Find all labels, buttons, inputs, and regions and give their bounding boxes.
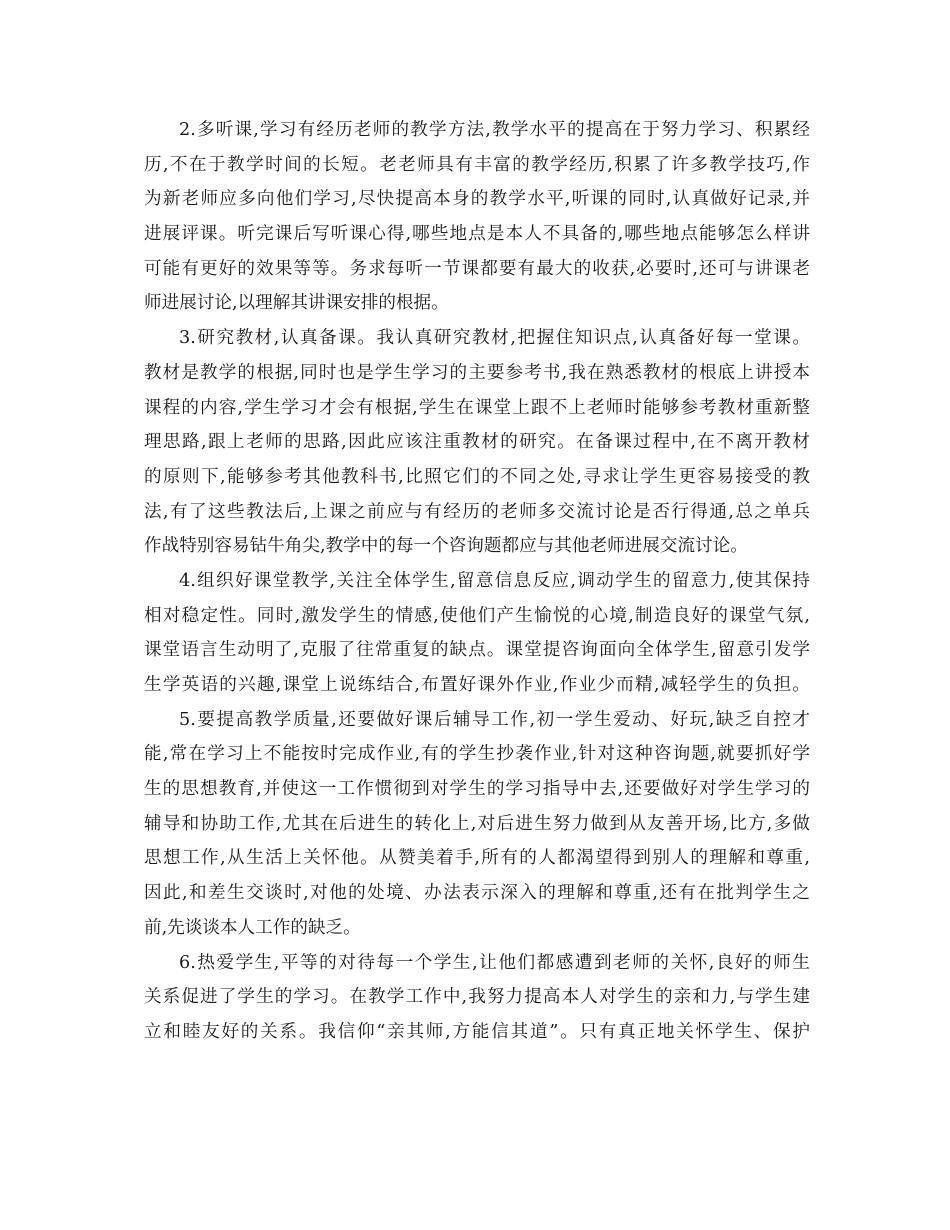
text-line: 生学英语的兴趣,课堂上说练结合,布置好课外作业,作业少而精,减轻学生的负担。 [144, 675, 810, 695]
text-line: 历,不在于教学时间的长短。老老师具有丰富的教学经历,积累了许多教学技巧,作 [144, 154, 810, 175]
paragraph [144, 564, 810, 703]
text-line: 2.多听课,学习有经历老师的教学方法,教学水平的提高在于努力学习、积累经 [179, 120, 810, 140]
text-line: 4.组织好课堂教学,关注全体学生,留意信息反应,调动学生的留意力,使其保持 [179, 570, 810, 591]
text-line: 课程的内容,学生学习才会有根据,学生在课堂上跟不上老师时能够参考教材重新整 [144, 397, 810, 418]
text-line: 作战特别容易钻牛角尖,教学中的每一个咨询题都应与其他老师进展交流讨论。 [144, 536, 748, 557]
text-line: 5.要提高教学质量,还要做好课后辅导工作,初一学生爱动、好玩,缺乏自控才 [179, 709, 810, 730]
text-line: 因此,和差生交谈时,对他的处境、办法表示深入的理解和尊重,还有在批判学生之 [144, 883, 810, 904]
paragraph [144, 703, 810, 946]
text-line: 进展评课。听完课后写听课心得,哪些地点是本人不具备的,哪些地点能够怎么样讲 [144, 224, 810, 245]
text-line: 为新老师应多向他们学习,尽快提高本身的教学水平,听课的同时,认真做好记录,并 [144, 189, 810, 210]
text-line: 理思路,跟上老师的思路,因此应该注重教材的研究。在备课过程中,在不离开教材 [144, 432, 810, 453]
document-page [144, 113, 810, 1050]
text-line: 教材是教学的根据,同时也是学生学习的主要参考书,我在熟悉教材的根底上讲授本 [144, 362, 810, 383]
text-line: 可能有更好的效果等等。务求每听一节课都要有最大的收获,必要时,还可与讲课老 [144, 258, 810, 279]
text-line: 前,先谈谈本人工作的缺乏。 [144, 917, 361, 938]
text-line: 关系促进了学生的学习。在教学工作中,我努力提高本人对学生的亲和力,与学生建 [144, 987, 810, 1008]
text-line: 3.研究教材,认真备课。我认真研究教材,把握住知识点,认真备好每一堂课。 [179, 328, 810, 349]
text-line: 能,常在学习上不能按时完成作业,有的学生抄袭作业,针对这种咨询题,就要抓好学 [144, 744, 810, 765]
text-line: 课堂语言生动明了,克服了往常重复的缺点。课堂提咨询面向全体学生,留意引发学 [144, 640, 810, 661]
text-line: 生的思想教育,并使这一工作惯彻到对学生的学习指导中去,还要做好对学生学习的 [144, 779, 810, 800]
paragraph [144, 946, 810, 1050]
text-line: 法,有了这些教法后,上课之前应与有经历的老师多交流讨论是否行得通,总之单兵 [144, 501, 810, 522]
text-line: 的原则下,能够参考其他教科书,比照它们的不同之处,寻求让学生更容易接受的教 [144, 466, 810, 487]
text-line: 思想工作,从生活上关怀他。从赞美着手,所有的人都渴望得到别人的理解和尊重, [144, 848, 810, 869]
text-line: 6.热爱学生,平等的对待每一个学生,让他们都感遭到老师的关怀,良好的师生 [179, 952, 810, 973]
text-line: 师进展讨论,以理解其讲课安排的根据。 [144, 293, 449, 314]
paragraph [144, 321, 810, 564]
text-line: 相对稳定性。同时,激发学生的情感,使他们产生愉悦的心境,制造良好的课堂气氛, [144, 605, 810, 626]
paragraph [144, 113, 810, 321]
text-line: 立和睦友好的关系。我信仰“亲其师,方能信其道”。只有真正地关怀学生、保护 [144, 1021, 810, 1042]
text-line: 辅导和协助工作,尤其在后进生的转化上,对后进生努力做到从友善开场,比方,多做 [144, 813, 810, 834]
